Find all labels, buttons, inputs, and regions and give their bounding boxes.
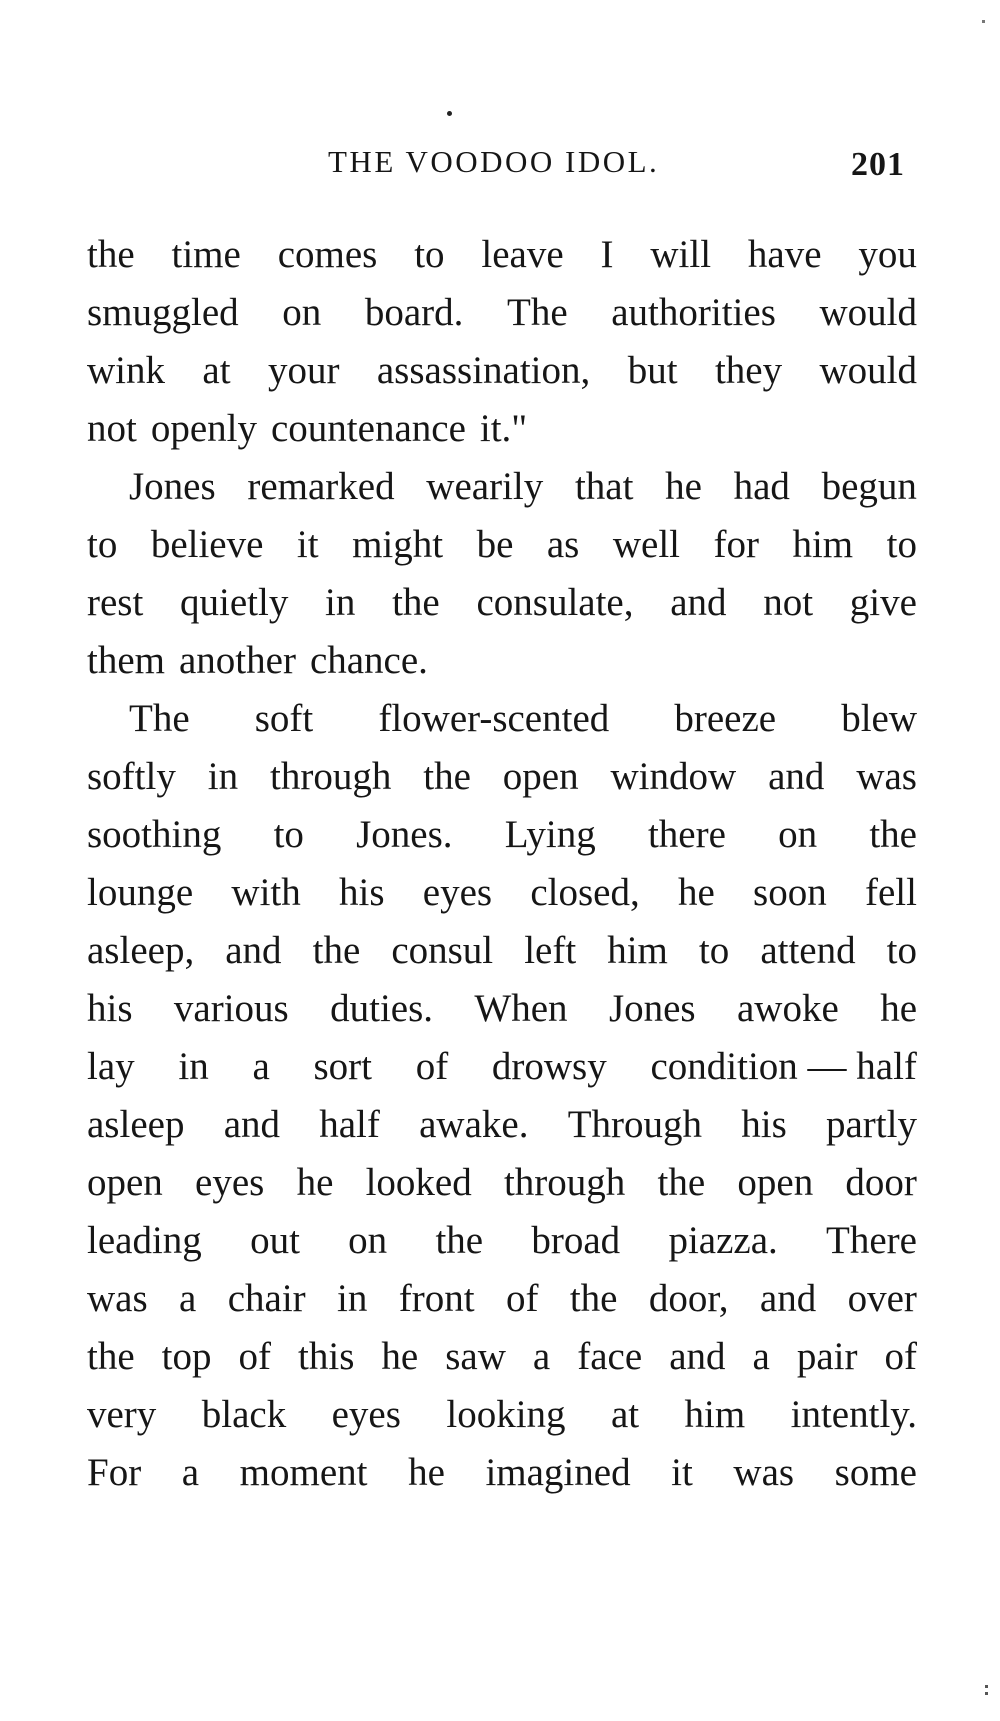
word: and (759, 1277, 817, 1320)
word: the (312, 929, 361, 972)
word: There (826, 1219, 917, 1262)
word: time (171, 233, 241, 276)
word: blew (841, 697, 917, 740)
word: looking (446, 1393, 566, 1436)
word: that (574, 465, 634, 508)
word: black (201, 1393, 287, 1436)
word: comes (277, 233, 378, 276)
word: leave (481, 233, 564, 276)
word: him (607, 929, 668, 972)
word: softly (87, 755, 176, 798)
word: had (733, 465, 790, 508)
word: it." (479, 407, 528, 450)
word: door, (648, 1277, 729, 1320)
text-line (87, 806, 917, 864)
word: you (858, 233, 917, 276)
word: open (737, 1161, 814, 1204)
text-line (87, 284, 917, 342)
word: there (647, 813, 726, 856)
word: to (87, 523, 118, 566)
word: remarked (247, 465, 395, 508)
word: a (181, 1451, 200, 1494)
word: would (819, 349, 917, 392)
word: of (415, 1045, 449, 1088)
word: openly (150, 407, 257, 450)
word: partly (826, 1103, 917, 1146)
word: consulate, (476, 581, 634, 624)
running-title: THE VOODOO IDOL. (328, 144, 660, 179)
running-header (0, 140, 1000, 190)
word: leading (87, 1219, 202, 1262)
word: on (348, 1219, 388, 1262)
word: would (819, 291, 917, 334)
word: of (238, 1335, 272, 1378)
text-line (87, 632, 917, 690)
word: countenance (271, 407, 466, 450)
word: chance. (309, 639, 428, 682)
word: The (129, 697, 190, 740)
word: to (414, 233, 445, 276)
word: he (665, 465, 702, 508)
word: chair (227, 1277, 306, 1320)
word: open (502, 755, 579, 798)
ink-dot (447, 111, 452, 116)
word: it (296, 523, 319, 566)
word: and (768, 755, 825, 798)
word: asleep, (87, 929, 195, 972)
word: Jones (129, 465, 216, 508)
word: the (392, 581, 440, 624)
word: and (223, 1103, 280, 1146)
word: to (886, 523, 917, 566)
word: wink (87, 349, 165, 392)
word: them (87, 639, 165, 682)
word: him (684, 1393, 746, 1436)
word: drowsy (491, 1045, 607, 1088)
text-line (87, 458, 917, 516)
word: at (202, 349, 231, 392)
text-line (87, 342, 917, 400)
word: was (87, 1277, 148, 1320)
word: for (713, 523, 759, 566)
word: Lying (504, 813, 596, 856)
word: the (87, 1335, 135, 1378)
word: imagined (485, 1451, 631, 1494)
word: not (763, 581, 814, 624)
word: of (884, 1335, 917, 1378)
word: the (869, 813, 917, 856)
word: in (325, 581, 356, 624)
word: his (741, 1103, 787, 1146)
word: various (173, 987, 289, 1030)
word: of (505, 1277, 539, 1320)
word: Jones. (356, 813, 453, 856)
word: the (423, 755, 471, 798)
word: half (319, 1103, 380, 1146)
word: he (381, 1335, 419, 1378)
word: broad (531, 1219, 621, 1262)
word: at (610, 1393, 640, 1436)
body-text (87, 226, 917, 1502)
word: through (270, 755, 392, 798)
word: lay (87, 1045, 135, 1088)
word: and (670, 581, 727, 624)
word: this (298, 1335, 355, 1378)
word: in (337, 1277, 368, 1320)
word: well (612, 523, 681, 566)
word: not (87, 407, 137, 450)
word: out (250, 1219, 300, 1262)
gutter-marks (985, 1685, 989, 1701)
word: he (408, 1451, 445, 1494)
word: with (231, 871, 301, 914)
text-line (87, 1038, 917, 1096)
text-line (87, 1212, 917, 1270)
word: the (569, 1277, 618, 1320)
word: another (178, 639, 296, 682)
word: Jones (608, 987, 696, 1030)
word: might (352, 523, 444, 566)
word: his (339, 871, 385, 914)
word: Through (567, 1103, 703, 1146)
word: through (503, 1161, 626, 1204)
word: a (532, 1335, 551, 1378)
text-line (87, 690, 917, 748)
word: lounge (87, 871, 194, 914)
word: duties. (330, 987, 434, 1030)
word: fell (864, 871, 917, 914)
word: the (87, 233, 135, 276)
word: believe (150, 523, 264, 566)
word: he (296, 1161, 334, 1204)
word: eyes (195, 1161, 265, 1204)
text-line (87, 1270, 917, 1328)
text-line (87, 1386, 917, 1444)
word: soon (753, 871, 827, 914)
word: window (610, 755, 737, 798)
word: board. (364, 291, 464, 334)
word: his (87, 987, 133, 1030)
word: they (714, 349, 783, 392)
word: left (524, 929, 577, 972)
word: condition — half (650, 1045, 917, 1088)
word: sort (313, 1045, 372, 1088)
text-line (87, 922, 917, 980)
word: on (778, 813, 818, 856)
word: your (267, 349, 340, 392)
word: have (747, 233, 822, 276)
word: wearily (426, 465, 544, 508)
word: flower-scented (378, 697, 610, 740)
text-line (87, 400, 917, 458)
word: will (650, 233, 712, 276)
word: in (207, 755, 239, 798)
word: the (435, 1219, 484, 1262)
word: soft (254, 697, 314, 740)
text-line (87, 516, 917, 574)
word: and (669, 1335, 726, 1378)
word: a (752, 1335, 770, 1378)
word: to (698, 929, 730, 972)
word: piazza. (668, 1219, 778, 1262)
text-line (87, 1444, 917, 1502)
word: as (546, 523, 580, 566)
word: begun (821, 465, 917, 508)
word: I (600, 233, 614, 276)
word: asleep (87, 1103, 185, 1146)
word: moment (239, 1451, 368, 1494)
text-line (87, 980, 917, 1038)
word: assassination, (376, 349, 591, 392)
word: and (225, 929, 282, 972)
word: The (507, 291, 568, 334)
word: top (161, 1335, 212, 1378)
word: awoke (737, 987, 839, 1030)
word: over (847, 1277, 917, 1320)
word: consul (391, 929, 494, 972)
word: awake. (419, 1103, 529, 1146)
word: quietly (180, 581, 289, 624)
word: very (87, 1393, 157, 1436)
word: he (677, 871, 715, 914)
word: he (880, 987, 917, 1030)
text-line (87, 1096, 917, 1154)
word: but (627, 349, 678, 392)
word: eyes (331, 1393, 401, 1436)
word: was (733, 1451, 795, 1494)
word: closed, (530, 871, 640, 914)
scan-speck (982, 20, 985, 23)
page-number: 201 (851, 146, 905, 183)
word: eyes (422, 871, 493, 914)
word: to (273, 813, 304, 856)
text-line (87, 864, 917, 922)
word: give (849, 581, 917, 624)
word: a (179, 1277, 197, 1320)
word: a (252, 1045, 270, 1088)
word: For (87, 1451, 142, 1494)
word: was (856, 755, 917, 798)
word: him (792, 523, 854, 566)
word: attend (760, 929, 856, 972)
text-line (87, 226, 917, 284)
word: front (398, 1277, 475, 1320)
word: saw (445, 1335, 506, 1378)
word: some (834, 1451, 917, 1494)
word: it (671, 1451, 693, 1494)
word: rest (87, 581, 144, 624)
word: smuggled (87, 291, 239, 334)
word: to (886, 929, 917, 972)
word: door (845, 1161, 917, 1204)
word: on (282, 291, 322, 334)
text-line (87, 1328, 917, 1386)
text-line (87, 574, 917, 632)
word: the (657, 1161, 706, 1204)
text-line (87, 748, 917, 806)
word: breeze (674, 697, 777, 740)
word: pair (796, 1335, 858, 1378)
word: be (476, 523, 514, 566)
word: looked (365, 1161, 472, 1204)
word: When (474, 987, 568, 1030)
word: in (178, 1045, 209, 1088)
word: authorities (611, 291, 776, 334)
word: soothing (87, 813, 222, 856)
word: intently. (790, 1393, 917, 1436)
word: face (577, 1335, 643, 1378)
word: open (87, 1161, 163, 1204)
text-line (87, 1154, 917, 1212)
